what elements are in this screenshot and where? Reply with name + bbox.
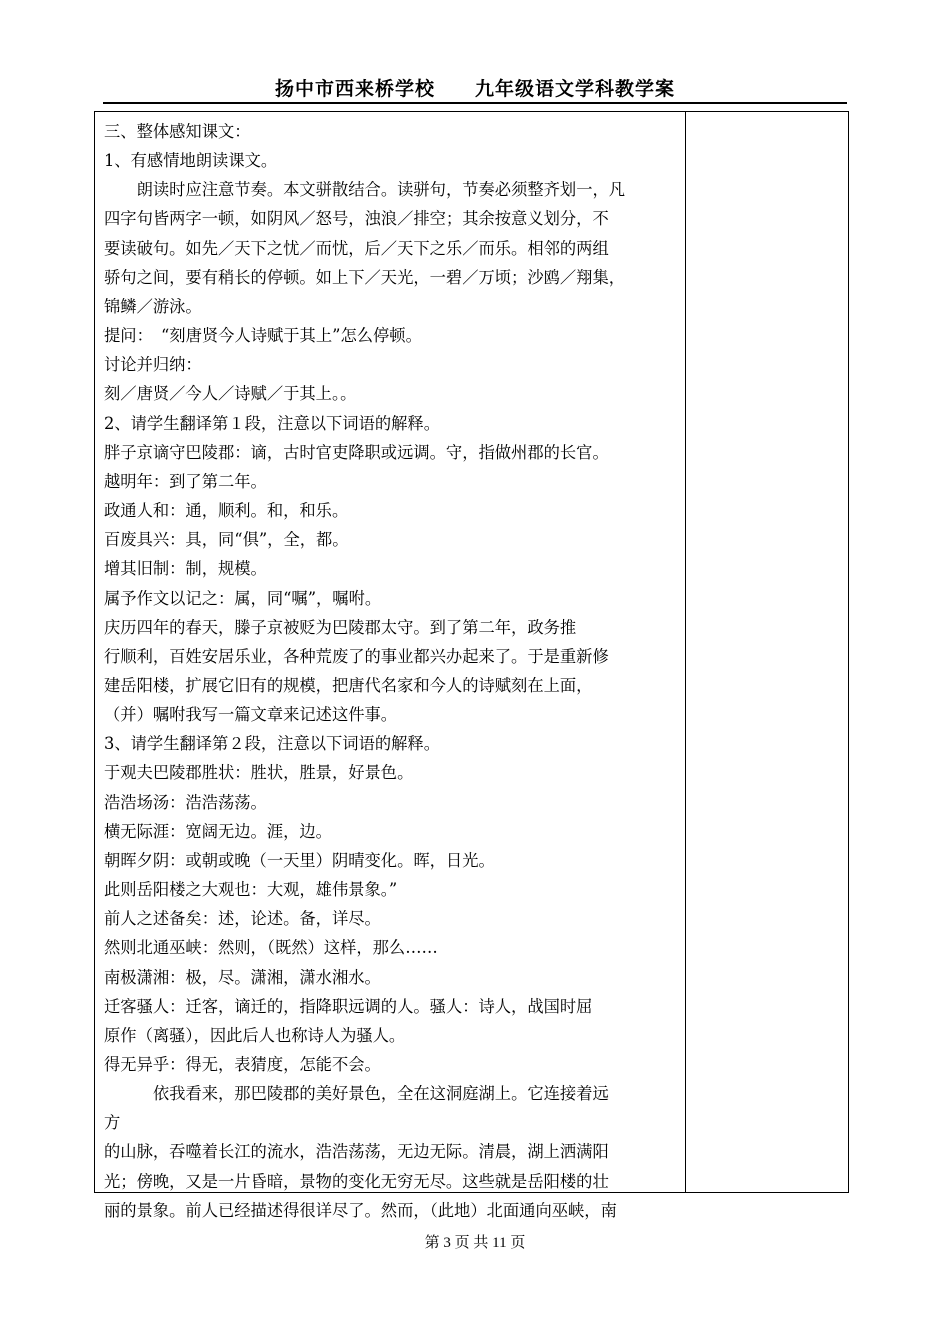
content-line: 的山脉，吞噬着长江的流水，浩浩荡荡，无边无际。清晨，湖上洒满阳 [104, 1142, 609, 1162]
content-line: 1、有感情地朗读课文。 [104, 151, 278, 171]
page-footer: 第 3 页 共 11 页 [424, 1235, 526, 1251]
content-line: 增其旧制：制，规模。 [104, 559, 267, 579]
content-line: 浩浩场汤：浩浩荡荡。 [104, 792, 267, 812]
content-line: 锦鳞／游泳。 [104, 296, 202, 316]
content-line: 要读破句。如先／天下之忧／而忧，后／天下之乐／而乐。相邻的两组 [104, 238, 609, 258]
content-line: 庆历四年的春天，滕子京被贬为巴陵郡太守。到了第二年，政务推 [104, 617, 577, 637]
content-line: 然则北通巫峡：然则，（既然）这样，那么…… [104, 938, 438, 958]
content-line: 百废具兴：具，同“俱”，全，都。 [104, 530, 349, 550]
content-line: 前人之述备矣：述，论述。备，详尽。 [104, 909, 381, 929]
content-line: 朗读时应注意节奏。本文骈散结合。读骈句，节奏必须整齐划一，凡 [136, 180, 626, 200]
content-line: 丽的景象。前人已经描述得很详尽了。然而，（此地）北面通向巫峡，南 [104, 1200, 617, 1220]
content-line: 胖子京谪守巴陵郡：谪，古时官吏降职或远调。守，指做州郡的长官。 [104, 442, 609, 462]
content-line: （并）嘱咐我写一篇文章来记述这件事。 [104, 705, 398, 725]
content-line: 政通人和：通，顺利。和，和乐。 [104, 501, 349, 521]
content-line: 四字句皆两字一顿，如阴风／怒号，浊浪／排空；其余按意义划分，不 [104, 209, 609, 229]
content-line: 依我看来，那巴陵郡的美好景色，全在这洞庭湖上。它连接着远 [152, 1084, 609, 1104]
content-line: 属予作文以记之：属，同“嘱”，嘱咐。 [104, 588, 382, 608]
content-line: 于观夫巴陵郡胜状：胜状，胜景，好景色。 [104, 763, 414, 783]
content-line: 行顺利，百姓安居乐业，各种荒废了的事业都兴办起来了。于是重新修 [104, 646, 609, 666]
content-line: 横无际涯：宽阔无边。涯，边。 [104, 821, 332, 841]
school-name: 扬中市西来桥学校 [274, 78, 435, 100]
content-line: 朝晖夕阴：或朝或晚（一天里）阴晴变化。晖，日光。 [104, 850, 495, 870]
content-line: 三、整体感知课文： [104, 122, 251, 141]
content-line: 越明年：到了第二年。 [104, 471, 267, 491]
content-line: 光；傍晚，又是一片昏暗，景物的变化无穷无尽。这些就是岳阳楼的壮 [104, 1171, 609, 1191]
subject-title: 九年级语文学科教学案 [475, 78, 676, 100]
content-line: 3、请学生翻译第２段，注意以下词语的解释。 [104, 734, 440, 754]
content-line: 提问： “刻唐贤今人诗赋于其上”怎么停顿。 [104, 326, 422, 346]
content-line: 南极潇湘：极，尽。潇湘，潇水湘水。 [104, 967, 381, 987]
content-line: 讨论并归纳： [104, 355, 202, 375]
content-line: 2、请学生翻译第１段，注意以下词语的解释。 [104, 413, 440, 433]
content-line: 建岳阳楼，扩展它旧有的规模，把唐代名家和今人的诗赋刻在上面， [104, 675, 593, 695]
content-line: 得无异乎：得无，表猜度，怎能不会。 [104, 1055, 381, 1074]
lesson-table [94, 111, 849, 1220]
lesson-content [104, 117, 680, 1225]
content-line: 骄句之间，要有稍长的停顿。如上下／天光，一碧／万顷；沙鸥／翔集， [104, 267, 626, 287]
content-line: 原作（离骚），因此后人也称诗人为骚人。 [104, 1025, 406, 1045]
content-line: 迁客骚人：迁客，谪迁的，指降职远调的人。骚人：诗人，战国时屈 [104, 996, 593, 1016]
content-line: 方 [104, 1113, 121, 1133]
content-line: 此则岳阳楼之大观也：大观，雄伟景象。” [104, 880, 398, 900]
page-header [103, 76, 847, 104]
column-divider [685, 112, 686, 1192]
content-line: 刻／唐贤／今人／诗赋／于其上。。 [104, 384, 357, 404]
